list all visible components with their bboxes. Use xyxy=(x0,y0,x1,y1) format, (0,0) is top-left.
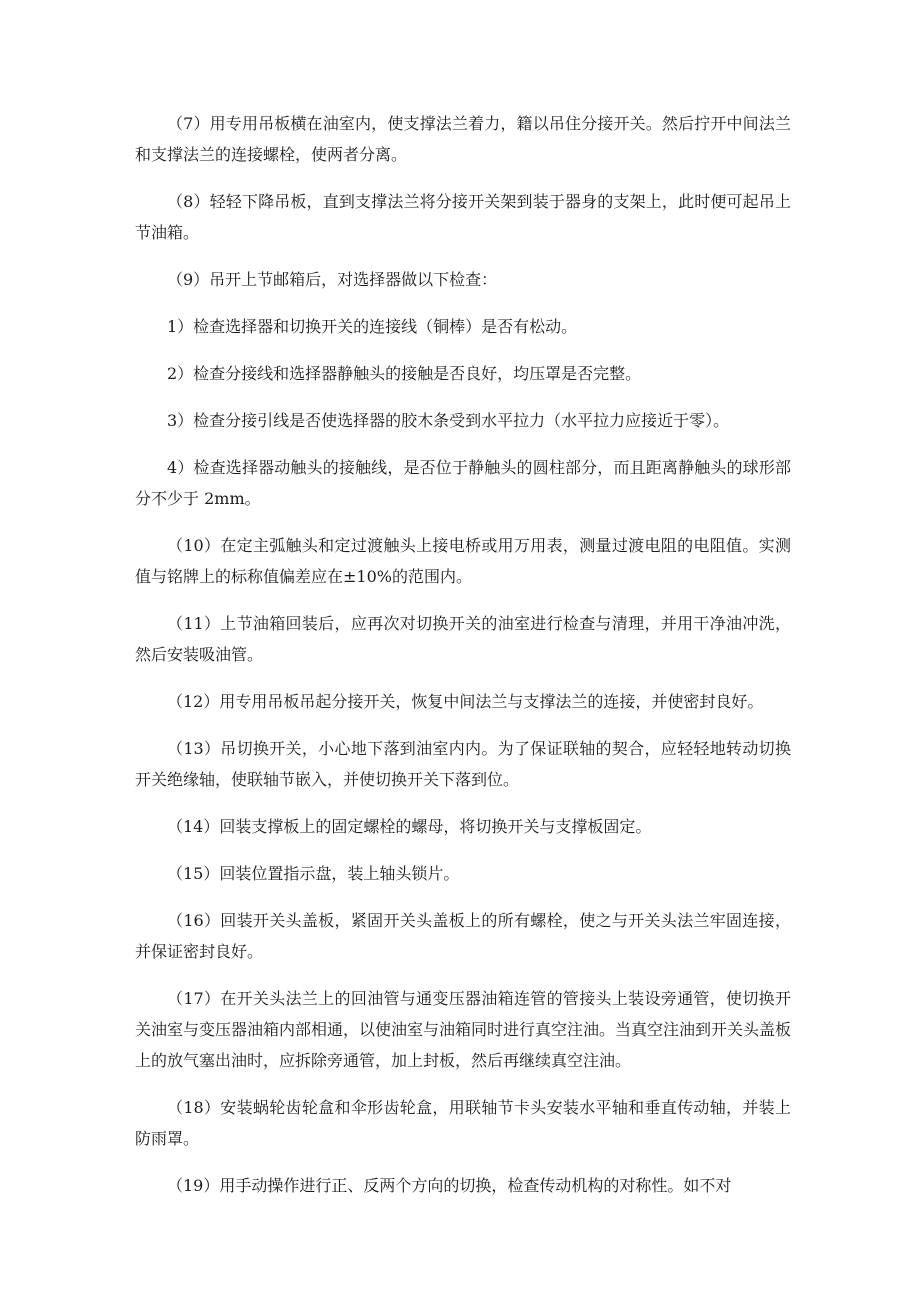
paragraph-step-11: （11）上节油箱回装后，应再次对切换开关的油室进行检查与清理，并用干净油冲洗，然后安装吸油管。 xyxy=(135,614,791,664)
paragraph-check-4: 4）检查选择器动触头的接触线，是否位于静触头的圆柱部分，而且距离静触头的球形部分不少于 2mm。 xyxy=(135,458,791,508)
paragraph-step-8: （8）轻轻下降吊板，直到支撑法兰将分接开关架到装于器身的支架上，此时便可起吊上节油箱。 xyxy=(135,192,791,242)
paragraph-step-7: （7）用专用吊板横在油室内，使支撑法兰着力，籍以吊住分接开关。然后拧开中间法兰和支撑法兰的连接螺栓，使两者分离。 xyxy=(135,114,791,164)
paragraph-step-17: （17）在开关头法兰上的回油管与通变压器油箱连管的管接头上装设旁通管，使切换开关油室与变压器油箱内部相通，以使油室与油箱同时进行真空注油。当真空注油到开关头盖板上的放气塞出油时，应拆除旁通管，加上封板，然后再继续真空注油。 xyxy=(135,989,792,1070)
paragraph-check-1: 1）检查选择器和切换开关的连接线（铜棒）是否有松动。 xyxy=(167,317,578,336)
paragraph-step-15: （15）回装位置指示盘，装上轴头锁片。 xyxy=(167,864,460,883)
paragraph-step-12: （12）用专用吊板吊起分接开关，恢复中间法兰与支撑法兰的连接，并使密封良好。 xyxy=(167,692,764,711)
paragraph-step-13: （13）吊切换开关，小心地下落到油室内内。为了保证联轴的契合，应轻轻地转动切换开关绝缘轴，使联轴节嵌入，并使切换开关下落到位。 xyxy=(135,739,791,789)
paragraph-step-10: （10）在定主弧触头和定过渡触头上接电桥或用万用表，测量过渡电阻的电阻值。实测值与铭牌上的标称值偏差应在±10%的范围内。 xyxy=(135,536,791,586)
paragraph-check-3: 3）检查分接引线是否使选择器的胶木条受到水平拉力（水平拉力应接近于零）。 xyxy=(167,411,730,430)
paragraph-step-16: （16）回装开关头盖板，紧固开关头盖板上的所有螺栓，使之与开关头法兰牢固连接，并保证密封良好。 xyxy=(135,911,791,961)
paragraph-step-9: （9）吊开上节邮箱后，对选择器做以下检查： xyxy=(167,270,498,289)
document-body xyxy=(135,108,791,1201)
paragraph-step-18: （18）安装蜗轮齿轮盒和伞形齿轮盒，用联轴节卡头安装水平轴和垂直传动轴，并装上防雨罩。 xyxy=(135,1098,791,1148)
paragraph-step-14: （14）回装支撑板上的固定螺栓的螺母，将切换开关与支撑板固定。 xyxy=(167,817,652,836)
paragraph-check-2: 2）检查分接线和选择器静触头的接触是否良好，均压罩是否完整。 xyxy=(167,364,642,383)
paragraph-step-19: （19）用手动操作进行正、反两个方向的切换，检查传动机构的对称性。如不对 xyxy=(167,1176,732,1195)
